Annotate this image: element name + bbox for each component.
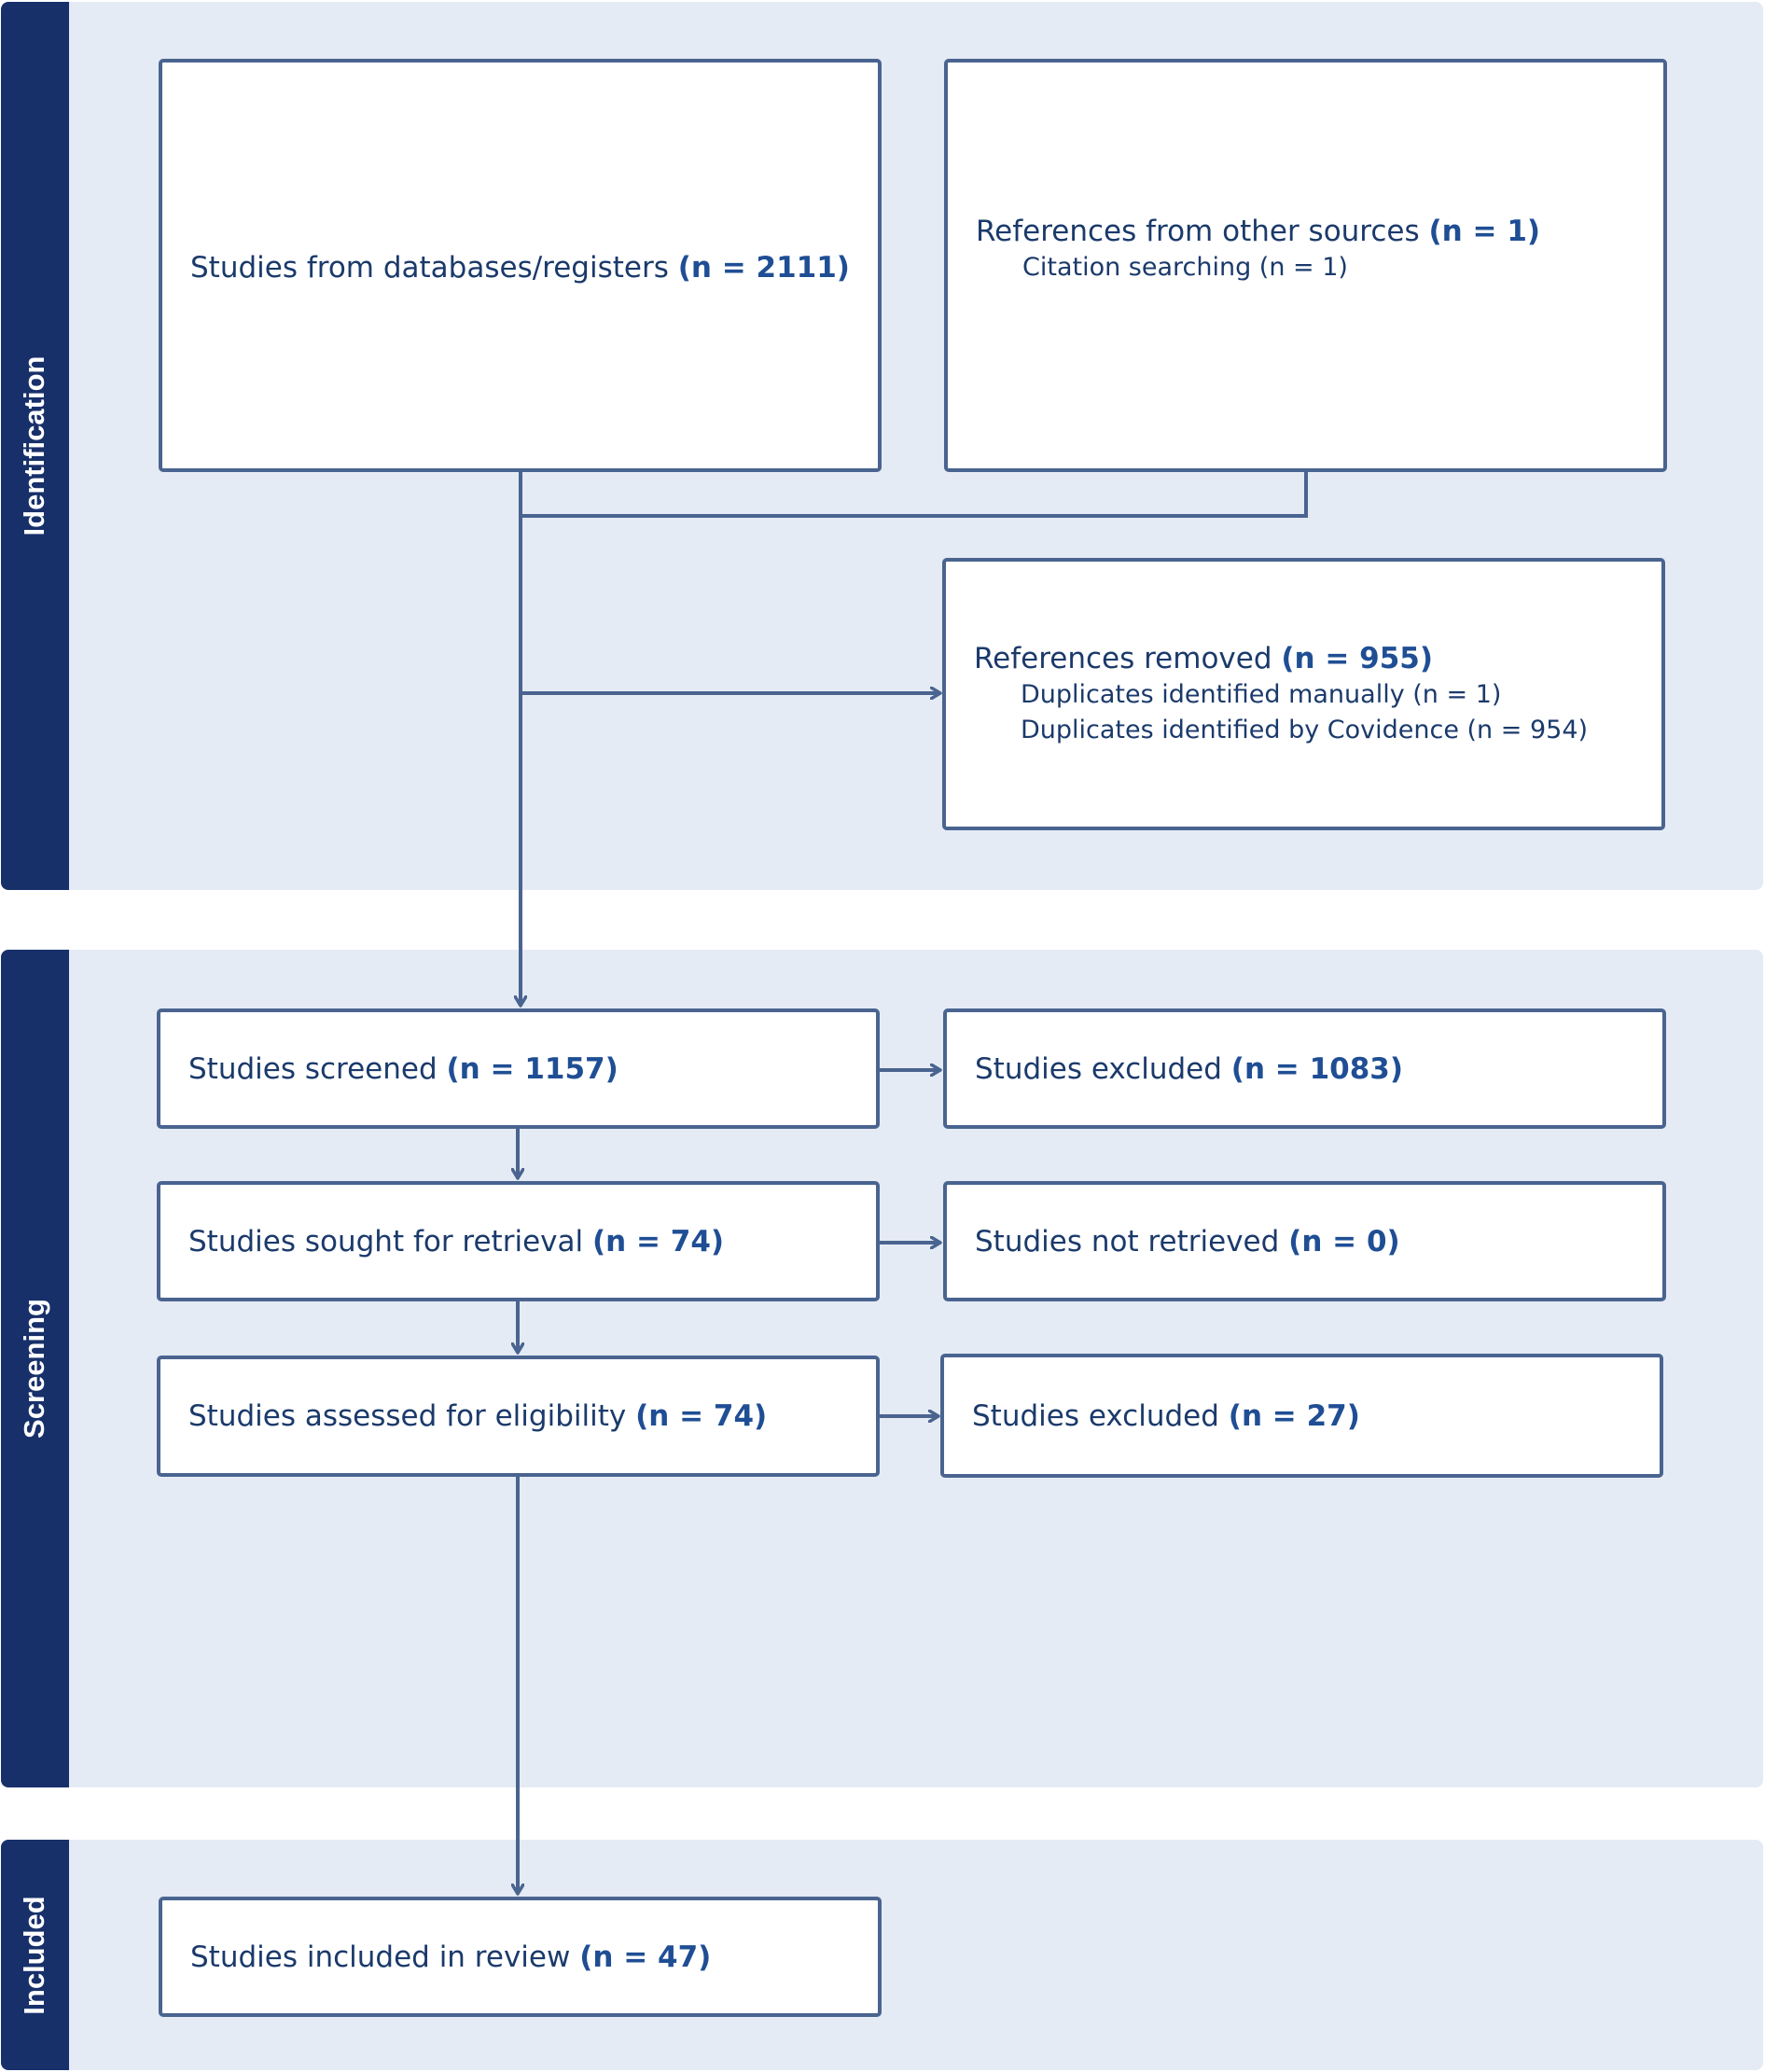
included-count: (n = 47)	[579, 1940, 712, 1974]
assessed-box	[157, 1356, 880, 1477]
excluded-eligibility-count: (n = 27)	[1228, 1398, 1360, 1433]
not-retrieved-box	[943, 1181, 1666, 1301]
databases-text: Studies from databases/registers	[190, 251, 669, 285]
duplicates-manual-text: Duplicates identified manually (n = 1)	[1021, 680, 1502, 709]
duplicates-covidence-text: Duplicates identified by Covidence (n = 954)	[1021, 716, 1589, 744]
assessed-text: Studies assessed for eligibility	[188, 1399, 627, 1433]
sought-count: (n = 74)	[591, 1224, 725, 1258]
included-label: Included	[18, 1895, 50, 2015]
excluded-eligibility-box	[940, 1354, 1663, 1478]
other-sources-count: (n = 1)	[1428, 215, 1541, 248]
excluded-eligibility-text: Studies excluded	[972, 1398, 1219, 1433]
databases-count: (n = 2111)	[677, 251, 850, 285]
excluded-screen-count: (n = 1083)	[1230, 1051, 1404, 1086]
other-sources-merge-line	[521, 469, 1306, 516]
sought-text: Studies sought for retrieval	[188, 1224, 584, 1258]
included-text: Studies included in review	[190, 1940, 571, 1974]
other-sources-box	[944, 59, 1667, 472]
removed-text: References removed	[974, 642, 1272, 675]
assessed-count: (n = 74)	[635, 1399, 768, 1433]
included-box	[159, 1897, 882, 2017]
other-sources-text: References from other sources	[976, 215, 1420, 248]
screening-label: Screening	[18, 1299, 50, 1439]
databases-box	[159, 59, 882, 472]
screened-box	[157, 1008, 880, 1129]
removed-count: (n = 955)	[1281, 642, 1434, 675]
citation-searching-text: Citation searching (n = 1)	[1022, 253, 1348, 282]
screened-count: (n = 1157)	[446, 1051, 618, 1086]
excluded-screen-text: Studies excluded	[975, 1051, 1222, 1086]
sought-box	[157, 1181, 880, 1301]
identification-label: Identification	[18, 355, 50, 536]
not-retrieved-text: Studies not retrieved	[975, 1224, 1280, 1258]
removed-box	[942, 558, 1665, 830]
excluded-screen-box	[943, 1008, 1666, 1129]
screened-text: Studies screened	[188, 1051, 438, 1086]
not-retrieved-count: (n = 0)	[1288, 1224, 1400, 1258]
